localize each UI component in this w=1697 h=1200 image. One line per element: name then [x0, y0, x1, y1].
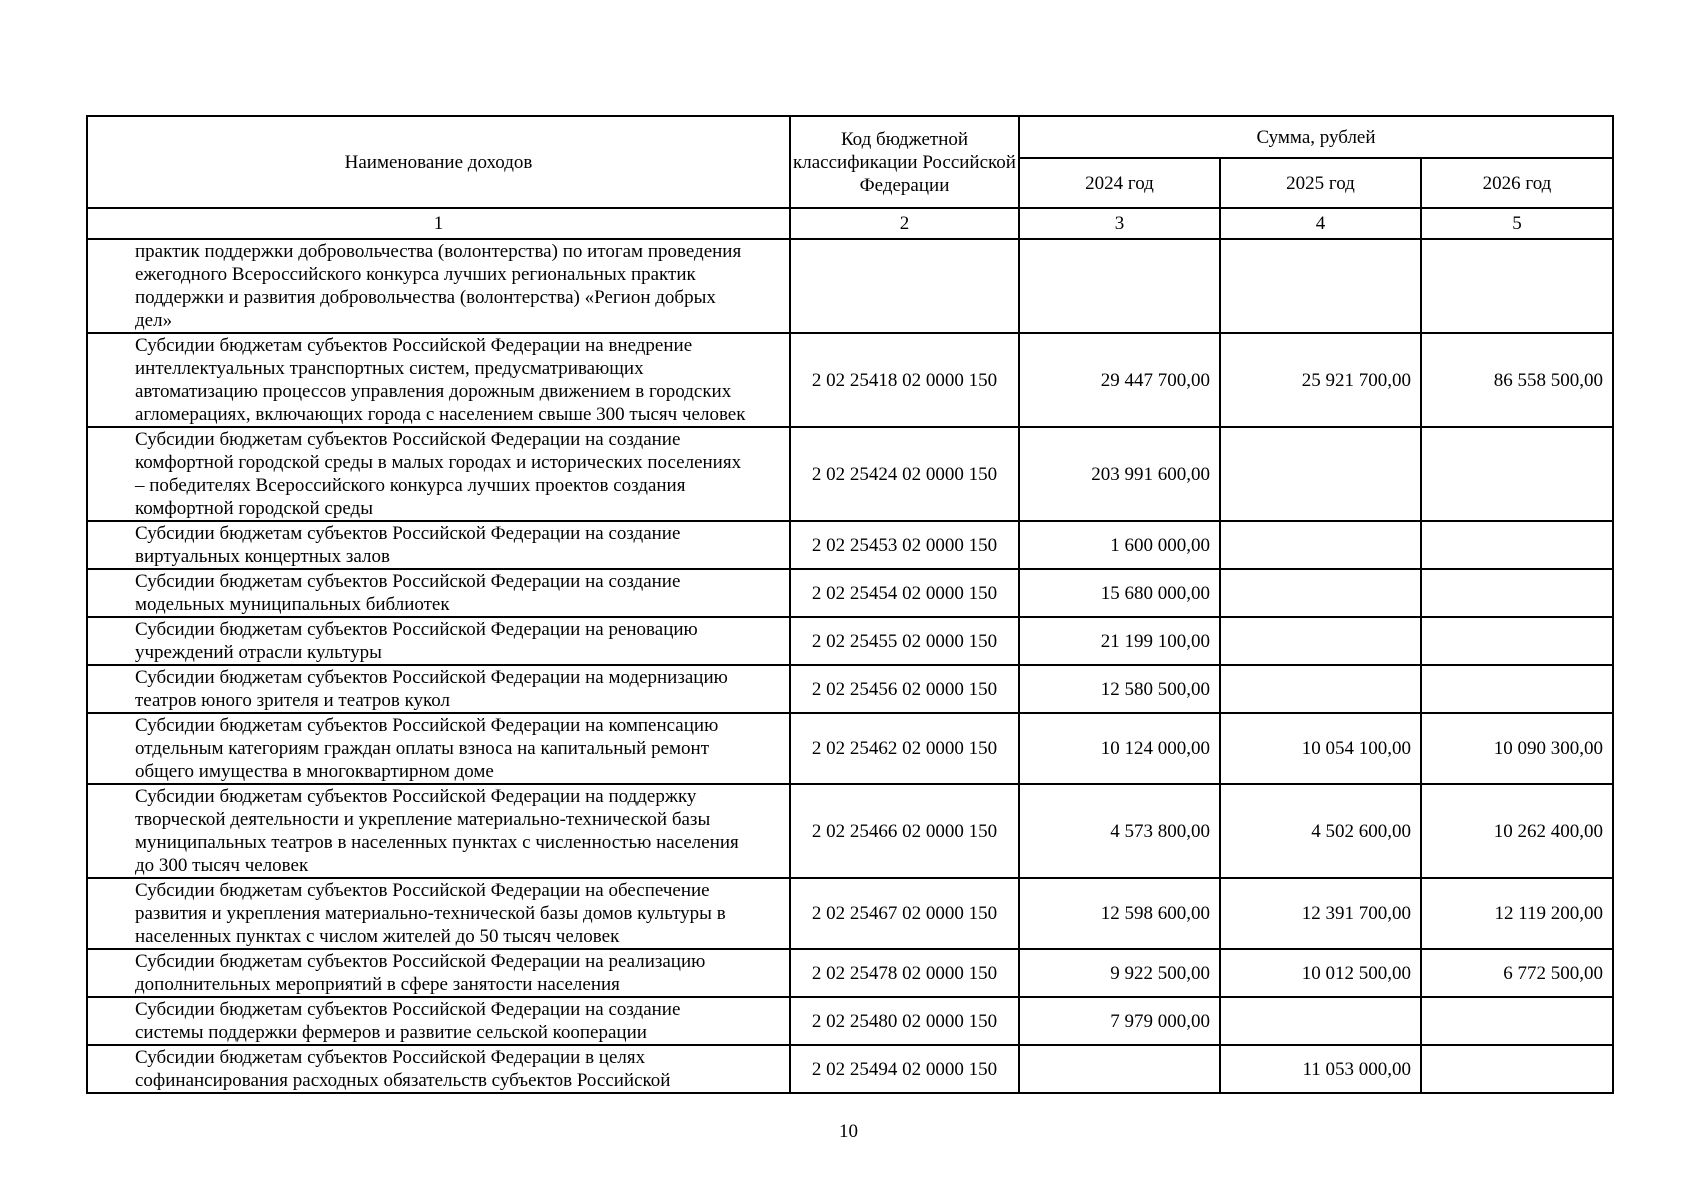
revenue-name-line: виртуальных концертных залов — [135, 546, 390, 567]
budget-code-cell: 2 02 25456 02 0000 150 — [790, 665, 1019, 713]
header-year-2024: 2024 год — [1019, 158, 1220, 208]
column-number-2: 2 — [790, 208, 1019, 239]
amount-2024-cell: 7 979 000,00 — [1019, 997, 1220, 1045]
revenue-name-cell — [87, 878, 790, 949]
table-row — [87, 949, 1613, 997]
amount-2026-cell: 86 558 500,00 — [1421, 333, 1613, 427]
table-row — [87, 878, 1613, 949]
table-row — [87, 997, 1613, 1045]
revenue-name-cell — [87, 949, 790, 997]
amount-2025-cell — [1220, 239, 1421, 333]
table-row — [87, 521, 1613, 569]
amount-2024-cell: 203 991 600,00 — [1019, 427, 1220, 521]
amount-2025-cell — [1220, 569, 1421, 617]
budget-code-cell — [790, 239, 1019, 333]
revenue-name-cell — [87, 427, 790, 521]
amount-2025-cell — [1220, 521, 1421, 569]
page-number: 10 — [839, 1121, 858, 1142]
amount-2025-cell: 12 391 700,00 — [1220, 878, 1421, 949]
amount-2026-cell: 6 772 500,00 — [1421, 949, 1613, 997]
revenue-name-line: ежегодного Всероссийского конкурса лучших региональных практик — [135, 264, 696, 285]
amount-2026-cell: 12 119 200,00 — [1421, 878, 1613, 949]
table-row — [87, 784, 1613, 878]
revenue-name-line: автоматизацию процессов управления дорожным движением в городских — [135, 381, 732, 402]
budget-code-cell: 2 02 25480 02 0000 150 — [790, 997, 1019, 1045]
revenue-name-cell — [87, 997, 790, 1045]
amount-2025-cell — [1220, 617, 1421, 665]
revenue-name-line: модельных муниципальных библиотек — [135, 594, 450, 615]
revenue-name-line: отдельным категориям граждан оплаты взноса на капитальный ремонт — [135, 738, 709, 759]
amount-2024-cell: 4 573 800,00 — [1019, 784, 1220, 878]
budget-code-cell: 2 02 25454 02 0000 150 — [790, 569, 1019, 617]
revenue-name-cell — [87, 1045, 790, 1093]
revenue-name-line: муниципальных театров в населенных пунктах с численностью населения — [135, 832, 739, 853]
revenue-name-line: практик поддержки добровольчества (волонтерства) по итогам проведения — [135, 241, 742, 262]
table-row — [87, 713, 1613, 784]
header-year-2026: 2026 год — [1421, 158, 1613, 208]
header-budget-code: Код бюджетной классификации Российской Федерации — [790, 116, 1019, 208]
header-revenue-name: Наименование доходов — [87, 116, 790, 208]
revenue-name-line: дел» — [135, 310, 173, 331]
revenue-name-line: софинансирования расходных обязательств субъектов Российской — [135, 1070, 671, 1091]
revenue-name-cell — [87, 521, 790, 569]
amount-2026-cell — [1421, 617, 1613, 665]
revenue-name-cell — [87, 784, 790, 878]
amount-2026-cell — [1421, 997, 1613, 1045]
revenue-name-line: Субсидии бюджетам субъектов Российской Федерации на создание — [135, 571, 681, 592]
revenue-name-cell — [87, 665, 790, 713]
budget-code-cell: 2 02 25418 02 0000 150 — [790, 333, 1019, 427]
revenue-name-cell — [87, 569, 790, 617]
header-year-2025: 2025 год — [1220, 158, 1421, 208]
revenue-name-cell — [87, 713, 790, 784]
amount-2026-cell — [1421, 427, 1613, 521]
amount-2024-cell — [1019, 1045, 1220, 1093]
amount-2024-cell: 21 199 100,00 — [1019, 617, 1220, 665]
revenue-name-line: системы поддержки фермеров и развитие сельской кооперации — [135, 1022, 647, 1043]
amount-2024-cell: 29 447 700,00 — [1019, 333, 1220, 427]
revenue-name-line: Субсидии бюджетам субъектов Российской Федерации на создание — [135, 429, 681, 450]
amount-2026-cell: 10 090 300,00 — [1421, 713, 1613, 784]
amount-2025-cell: 10 012 500,00 — [1220, 949, 1421, 997]
table-row — [87, 617, 1613, 665]
budget-code-cell: 2 02 25478 02 0000 150 — [790, 949, 1019, 997]
revenue-name-line: Субсидии бюджетам субъектов Российской Федерации на внедрение — [135, 335, 693, 356]
revenue-name-line: Субсидии бюджетам субъектов Российской Федерации на создание — [135, 523, 681, 544]
revenue-name-line: до 300 тысяч человек — [135, 855, 309, 876]
revenue-name-cell — [87, 239, 790, 333]
amount-2026-cell — [1421, 521, 1613, 569]
revenue-name-line: Субсидии бюджетам субъектов Российской Федерации на компенсацию — [135, 715, 719, 736]
amount-2026-cell — [1421, 569, 1613, 617]
table-row — [87, 427, 1613, 521]
amount-2025-cell — [1220, 427, 1421, 521]
amount-2024-cell: 12 598 600,00 — [1019, 878, 1220, 949]
budget-code-cell: 2 02 25467 02 0000 150 — [790, 878, 1019, 949]
revenue-name-line: Субсидии бюджетам субъектов Российской Федерации на поддержку — [135, 786, 697, 807]
revenue-name-line: комфортной городской среды — [135, 498, 373, 519]
amount-2026-cell — [1421, 665, 1613, 713]
revenue-name-line: дополнительных мероприятий в сфере занятости населения — [135, 974, 620, 995]
amount-2025-cell: 11 053 000,00 — [1220, 1045, 1421, 1093]
column-number-4: 4 — [1220, 208, 1421, 239]
column-number-3: 3 — [1019, 208, 1220, 239]
column-number-5: 5 — [1421, 208, 1613, 239]
amount-2026-cell — [1421, 1045, 1613, 1093]
revenue-table — [86, 115, 1614, 1094]
revenue-name-cell — [87, 617, 790, 665]
budget-code-cell: 2 02 25453 02 0000 150 — [790, 521, 1019, 569]
revenue-name-line: Субсидии бюджетам субъектов Российской Федерации в целях — [135, 1047, 646, 1068]
header-sum: Сумма, рублей — [1019, 116, 1613, 158]
revenue-name-line: учреждений отрасли культуры — [135, 642, 382, 663]
table-row — [87, 1045, 1613, 1093]
budget-code-cell: 2 02 25494 02 0000 150 — [790, 1045, 1019, 1093]
revenue-name-line: развития и укрепления материально-технической базы домов культуры в — [135, 903, 726, 924]
amount-2024-cell: 1 600 000,00 — [1019, 521, 1220, 569]
budget-code-cell: 2 02 25424 02 0000 150 — [790, 427, 1019, 521]
amount-2025-cell: 25 921 700,00 — [1220, 333, 1421, 427]
table-row — [87, 569, 1613, 617]
revenue-name-line: – победителях Всероссийского конкурса лучших проектов создания — [135, 475, 686, 496]
amount-2026-cell — [1421, 239, 1613, 333]
amount-2025-cell — [1220, 997, 1421, 1045]
revenue-name-line: населенных пунктах с числом жителей до 50 тысяч человек — [135, 926, 620, 947]
amount-2026-cell: 10 262 400,00 — [1421, 784, 1613, 878]
amount-2025-cell: 10 054 100,00 — [1220, 713, 1421, 784]
budget-code-cell: 2 02 25455 02 0000 150 — [790, 617, 1019, 665]
revenue-name-line: Субсидии бюджетам субъектов Российской Федерации на модернизацию — [135, 667, 728, 688]
revenue-name-line: театров юного зрителя и театров кукол — [135, 690, 451, 711]
revenue-name-line: поддержки и развития добровольчества (волонтерства) «Регион добрых — [135, 287, 716, 308]
amount-2024-cell: 9 922 500,00 — [1019, 949, 1220, 997]
revenue-name-line: Субсидии бюджетам субъектов Российской Федерации на создание — [135, 999, 681, 1020]
amount-2025-cell — [1220, 665, 1421, 713]
table-row — [87, 239, 1613, 333]
revenue-name-line: агломерациях, включающих города с населением свыше 300 тысяч человек — [135, 404, 746, 425]
budget-code-cell: 2 02 25466 02 0000 150 — [790, 784, 1019, 878]
amount-2024-cell: 10 124 000,00 — [1019, 713, 1220, 784]
revenue-name-line: интеллектуальных транспортных систем, предусматривающих — [135, 358, 644, 379]
amount-2024-cell — [1019, 239, 1220, 333]
amount-2024-cell: 15 680 000,00 — [1019, 569, 1220, 617]
table-row — [87, 665, 1613, 713]
revenue-name-line: комфортной городской среды в малых городах и исторических поселениях — [135, 452, 742, 473]
revenue-name-cell — [87, 333, 790, 427]
revenue-name-line: Субсидии бюджетам субъектов Российской Федерации на обеспечение — [135, 880, 710, 901]
amount-2024-cell: 12 580 500,00 — [1019, 665, 1220, 713]
table-body — [87, 239, 1613, 1093]
revenue-name-line: общего имущества в многоквартирном доме — [135, 761, 494, 782]
amount-2025-cell: 4 502 600,00 — [1220, 784, 1421, 878]
revenue-name-line: творческой деятельности и укрепление материально-технической базы — [135, 809, 711, 830]
revenue-name-line: Субсидии бюджетам субъектов Российской Федерации на реновацию — [135, 619, 698, 640]
table-row — [87, 333, 1613, 427]
revenue-name-line: Субсидии бюджетам субъектов Российской Федерации на реализацию — [135, 951, 706, 972]
column-number-1: 1 — [87, 208, 790, 239]
budget-code-cell: 2 02 25462 02 0000 150 — [790, 713, 1019, 784]
